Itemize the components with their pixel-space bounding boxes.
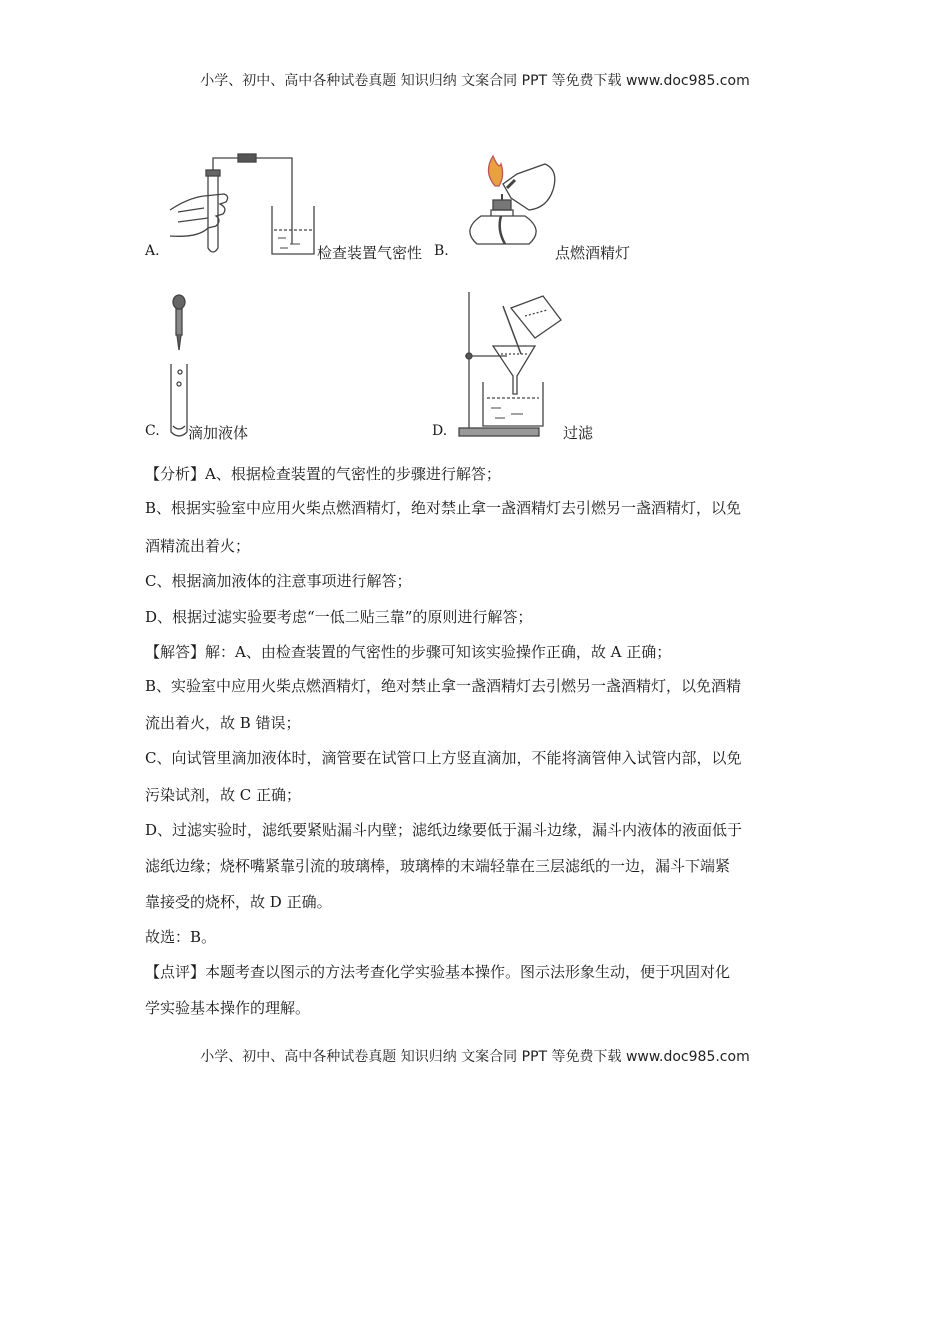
answer-line-4: C、向试管里滴加液体时，滴管要在试管口上方竖直滴加，不能将滴管伸入试管内部，以免	[145, 749, 742, 767]
answer-line-1: 【解答】解：A、由检查装置的气密性的步骤可知该实验操作正确，故 A 正确；	[145, 643, 672, 661]
alcohol-lamp-figure	[455, 150, 565, 262]
option-c-caption: 滴加液体	[188, 424, 249, 442]
answer-line-6: D、过滤实验时，滤纸要紧贴漏斗内壁；滤纸边缘要低于漏斗边缘，漏斗内液体的液面低于	[145, 821, 743, 839]
option-b-caption: 点燃酒精灯	[555, 244, 631, 262]
analysis-line-5: D、根据过滤实验要考虑“一低二贴三靠”的原则进行解答；	[145, 608, 533, 626]
answer-line-8: 靠接受的烧杯，故 D 正确。	[145, 893, 332, 911]
page-header: 小学、初中、高中各种试卷真题 知识归纳 文案合同 PPT 等免费下载 www.doc985.com	[200, 73, 750, 89]
option-a-caption: 检查装置气密性	[317, 244, 423, 262]
filtration-figure	[455, 290, 575, 440]
answer-choice: 故选：B。	[145, 928, 217, 946]
analysis-line-4: C、根据滴加液体的注意事项进行解答；	[145, 572, 412, 590]
comment-tag: 【点评】	[145, 963, 206, 981]
option-c-letter: C.	[145, 423, 160, 439]
comment-line-1: 【点评】本题考查以图示的方法考查化学实验基本操作。图示法形象生动，便于巩固对化	[145, 963, 731, 981]
option-d-caption: 过滤	[563, 424, 594, 442]
page-footer: 小学、初中、高中各种试卷真题 知识归纳 文案合同 PPT 等免费下载 www.doc985.com	[200, 1049, 750, 1065]
analysis-tag: 【分析】	[145, 465, 206, 483]
analysis-line-2: B、根据实验室中应用火柴点燃酒精灯，绝对禁止拿一盏酒精灯去引燃另一盏酒精灯，以免	[145, 499, 742, 517]
answer-line-3: 流出着火，故 B 错误；	[145, 714, 301, 732]
analysis-line-1: 【分析】A、根据检查装置的气密性的步骤进行解答；	[145, 465, 501, 483]
answer-line-2: B、实验室中应用火柴点燃酒精灯，绝对禁止拿一盏酒精灯去引燃另一盏酒精灯，以免酒精	[145, 677, 742, 695]
answer-line-7: 滤纸边缘；烧杯嘴紧靠引流的玻璃棒，玻璃棒的末端轻靠在三层滤纸的一边，漏斗下端紧	[145, 857, 731, 875]
airtightness-figure	[168, 148, 318, 260]
option-b-letter: B.	[434, 243, 449, 259]
comment-line-2: 学实验基本操作的理解。	[145, 999, 311, 1017]
dropper-figure	[163, 292, 203, 442]
analysis-line-3: 酒精流出着火；	[145, 537, 251, 555]
answer-tag: 【解答】	[145, 643, 206, 661]
option-d-letter: D.	[432, 423, 448, 439]
option-a-letter: A.	[145, 243, 160, 259]
answer-line-5: 污染试剂，故 C 正确；	[145, 786, 302, 804]
